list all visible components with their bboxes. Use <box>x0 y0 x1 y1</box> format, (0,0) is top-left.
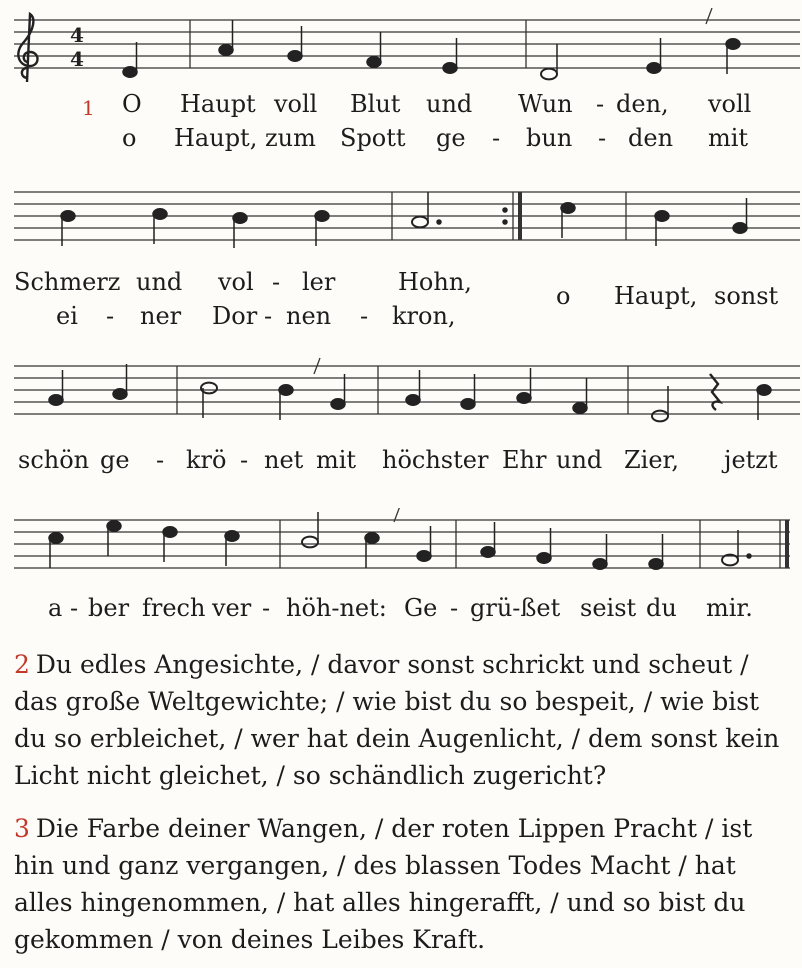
syllable: - <box>262 594 271 622</box>
syllable: o <box>556 282 571 310</box>
verse-line: alles hingenommen, / hat alles hingerafft, / und so bist du <box>14 888 746 917</box>
time-signature-bottom: 4 <box>70 47 84 71</box>
verse-text: Du edles Angesichte, / davor sonst schrickt und scheut / <box>35 650 749 679</box>
syllable: net <box>264 446 304 474</box>
syllable: ei <box>56 302 78 330</box>
verse-line: gekommen / von deines Leibes Kraft. <box>14 925 486 954</box>
syllable: höh-net: <box>286 594 387 622</box>
treble-clef-icon <box>18 14 37 82</box>
syllable: mit <box>708 124 749 152</box>
syllable: grü-ßet <box>470 594 561 622</box>
verse-line <box>14 646 794 683</box>
lyrics-system-2-line-b <box>0 302 802 338</box>
syllable: den <box>628 124 674 152</box>
syllable: nen <box>286 302 332 330</box>
syllable: seist <box>580 594 637 622</box>
syllable: Schmerz <box>14 268 121 296</box>
syllable: - <box>596 90 605 118</box>
syllable: ver <box>212 594 252 622</box>
verse-line: hin und ganz vergangen, / des blassen Todes Macht / hat <box>14 851 736 880</box>
syllable: ge <box>436 124 466 152</box>
syllable: ber <box>88 594 130 622</box>
staff-system-1 <box>0 8 802 88</box>
syllable: voll <box>274 90 318 118</box>
syllable: und <box>426 90 473 118</box>
syllable: sonst <box>714 282 779 310</box>
verse-number: 1 <box>82 96 95 120</box>
verse-line: du so erbleichet, / wer hat dein Augenlicht, / dem sonst kein <box>14 724 780 753</box>
syllable: höchster <box>382 446 489 474</box>
syllable: Haupt, <box>614 282 698 310</box>
verse-2 <box>14 646 794 794</box>
verse-number: 3 <box>14 814 30 843</box>
syllable: - <box>450 594 459 622</box>
lyrics-system-3-line-a <box>0 446 802 482</box>
verse-number: 2 <box>14 650 30 679</box>
syllable: den, <box>616 90 669 118</box>
syllable: - <box>360 302 369 330</box>
syllable: schön <box>18 446 90 474</box>
syllable: und <box>556 446 603 474</box>
syllable: jetzt <box>724 446 778 474</box>
syllable: krö <box>186 446 227 474</box>
syllable: bun <box>526 124 573 152</box>
syllable: vol <box>218 268 254 296</box>
time-signature-top: 4 <box>70 23 84 47</box>
syllable: - <box>598 124 607 152</box>
syllable: Hohn, <box>398 268 472 296</box>
syllable: a <box>48 594 63 622</box>
syllable: kron, <box>392 302 456 330</box>
syllable: - <box>264 302 273 330</box>
syllable: ge <box>100 446 130 474</box>
verse-line: das große Weltgewichte; / wie bist du so bespeit, / wie bist <box>14 687 760 716</box>
lyrics-system-1-line-a <box>0 90 802 126</box>
verse-3 <box>14 810 794 958</box>
syllable: - <box>492 124 501 152</box>
syllable: Zier, <box>624 446 680 474</box>
syllable: - <box>106 302 115 330</box>
staff-system-4 <box>0 508 802 588</box>
verse-line: Licht nicht gleichet, / so schändlich zugericht? <box>14 761 607 790</box>
verse-line <box>14 810 794 847</box>
quarter-rest-icon <box>710 374 720 410</box>
syllable: frech <box>142 594 206 622</box>
syllable: o <box>122 124 137 152</box>
syllable: - <box>272 268 281 296</box>
syllable: Ehr <box>502 446 547 474</box>
syllable: O <box>122 90 142 118</box>
lyrics-system-4-line-a <box>0 594 802 630</box>
syllable: und <box>136 268 183 296</box>
syllable: voll <box>708 90 752 118</box>
syllable: Spott <box>340 124 406 152</box>
syllable: - <box>240 446 249 474</box>
syllable: mit <box>316 446 357 474</box>
lyrics-system-1-line-b <box>0 124 802 160</box>
syllable: Ge <box>404 594 438 622</box>
syllable: Blut <box>350 90 401 118</box>
staff-system-2 <box>0 180 802 260</box>
breath-mark-icon <box>706 8 712 24</box>
staff-system-3 <box>0 354 802 434</box>
syllable: Haupt <box>180 90 256 118</box>
syllable: du <box>646 594 677 622</box>
syllable: ler <box>302 268 336 296</box>
syllable: Haupt, zum <box>174 124 316 152</box>
syllable: Wun <box>518 90 573 118</box>
syllable: ner <box>140 302 182 330</box>
syllable: - <box>70 594 79 622</box>
verse-text: Die Farbe deiner Wangen, / der roten Lippen Pracht / ist <box>35 814 753 843</box>
lyrics-system-2-line-a <box>0 268 802 310</box>
syllable: - <box>156 446 165 474</box>
syllable: Dor <box>212 302 258 330</box>
syllable: mir. <box>706 594 753 622</box>
